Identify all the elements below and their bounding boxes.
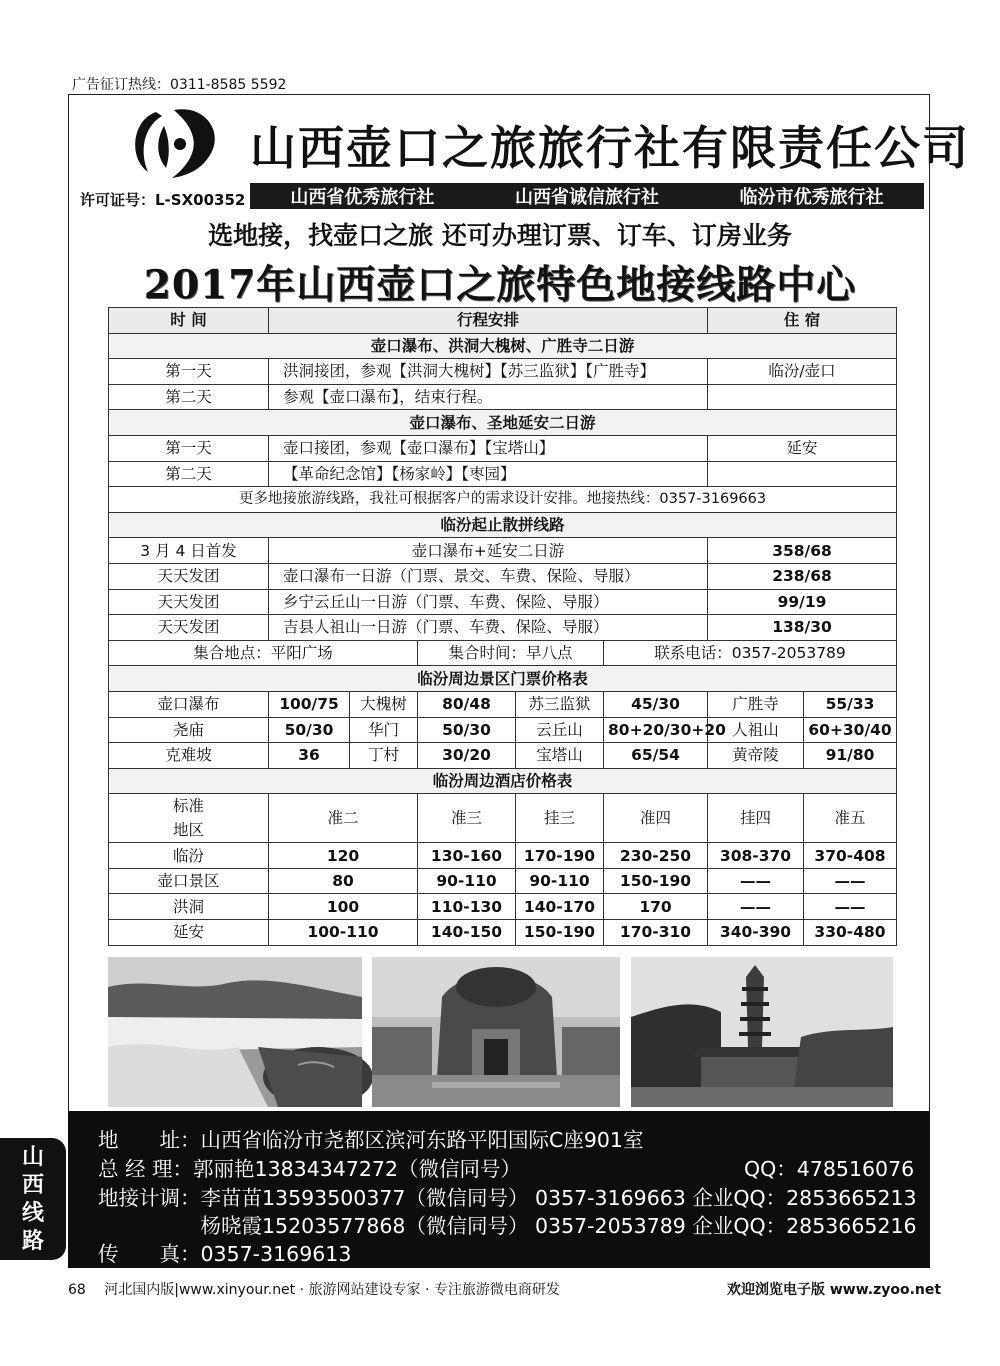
route2-day1-label: 第一天 [109, 435, 269, 461]
hotel-row [109, 894, 897, 920]
hotel-price: 230-250 [604, 843, 708, 869]
footer-left: 68 河北国内版|www.xinyour.net · 旅游网站建设专家 · 专注旅游微电商研发 [68, 1282, 560, 1298]
hotels-title: 临汾周边酒店价格表 [109, 768, 897, 794]
ticket-cell: 壶口瀑布 [109, 691, 269, 717]
route1-title: 壶口瀑布、洪洞大槐树、广胜寺二日游 [109, 333, 897, 359]
hotel-row [109, 843, 897, 869]
ticket-cell: 丁村 [350, 743, 418, 769]
table-row [109, 384, 897, 410]
header-time: 时 间 [109, 308, 269, 334]
side-tab-char: 西 [21, 1173, 44, 1198]
ticket-cell: 华门 [350, 717, 418, 743]
route1-day2-stay [708, 384, 897, 410]
ticket-cell: 尧庙 [109, 717, 269, 743]
slogan: 选地接，找壶口之旅 还可办理订票、订车、订房业务 [208, 221, 792, 250]
hotel-price: 170 [604, 894, 708, 920]
company-name: 山西壶口之旅旅行社有限责任公司 [250, 121, 970, 175]
ticket-cell: 45/30 [604, 691, 708, 717]
honor-3: 临汾市优秀旅行社 [739, 187, 884, 208]
honor-2: 山西省诚信旅行社 [514, 187, 659, 208]
hotel-price: 100 [269, 894, 418, 920]
ticket-cell: 黄帝陵 [708, 743, 804, 769]
hotel-price: 170-190 [516, 843, 604, 869]
ad-hotline: 广告征订热线：0311-8585 5592 [72, 77, 287, 93]
meet-info-row [109, 640, 897, 666]
more-routes-note: 更多地接旅游线路，我社可根据客户的需求设计安排。地接热线：0357-3169663 [109, 487, 897, 513]
hotel-col-header: 挂三 [516, 794, 604, 843]
hotel-price: 100-110 [269, 920, 418, 946]
hotel-price: —— [804, 868, 897, 894]
scatter-when: 3 月 4 日首发 [109, 538, 269, 564]
contact-dispatch-2: 杨晓霞15203577868（微信同号） 0357-2053789 企业QQ：2853665216 [98, 1214, 917, 1238]
hotel-col-header: 挂四 [708, 794, 804, 843]
scatter-route: 乡宁云丘山一日游（门票、车费、保险、导服） [269, 589, 708, 615]
contact-fax: 传 真：0357-3169613 [98, 1242, 352, 1266]
hotel-row [109, 920, 897, 946]
scatter-price: 138/30 [708, 615, 897, 641]
ticket-row [109, 743, 897, 769]
hotel-price: 90-110 [516, 868, 604, 894]
header-stay: 住 宿 [708, 308, 897, 334]
route2-day2-label: 第二天 [109, 461, 269, 487]
ticket-cell: 30/20 [418, 743, 516, 769]
hotel-row [109, 868, 897, 894]
table-row [109, 589, 897, 615]
hotel-area: 洪洞 [109, 894, 269, 920]
hukou-waterfall-photo [108, 957, 362, 1107]
route1-day1-stay: 临汾/壶口 [708, 359, 897, 385]
ticket-cell: 大槐树 [350, 691, 418, 717]
hotel-price: 150-190 [516, 920, 604, 946]
hotel-price: —— [708, 894, 804, 920]
hotel-area: 壶口景区 [109, 868, 269, 894]
ticket-cell: 100/75 [269, 691, 350, 717]
hotel-price: 110-130 [418, 894, 516, 920]
ticket-cell: 宝塔山 [516, 743, 604, 769]
headline: 2017年山西壶口之旅特色地接线路中心 [143, 262, 857, 308]
hotel-price: 340-390 [708, 920, 804, 946]
side-tab-char: 路 [21, 1229, 44, 1254]
table-header-row [109, 308, 897, 334]
meet-phone: 联系电话：0357-2053789 [604, 640, 897, 666]
ticket-cell: 80+20/30+20 [604, 717, 708, 743]
ticket-cell: 36 [269, 743, 350, 769]
route1-day2-text: 参观【壶口瀑布】，结束行程。 [269, 384, 708, 410]
company-logo-icon [126, 106, 224, 180]
contact-address: 地 址：山西省临汾市尧都区滨河东路平阳国际C座901室 [98, 1128, 644, 1152]
hotel-price: 120 [269, 843, 418, 869]
section-side-tab [0, 1138, 66, 1260]
hotel-col-header: 准四 [604, 794, 708, 843]
route2-day2-stay [708, 461, 897, 487]
hotel-area: 临汾 [109, 843, 269, 869]
ticket-cell: 91/80 [804, 743, 897, 769]
ticket-cell: 65/54 [604, 743, 708, 769]
hotel-area: 延安 [109, 920, 269, 946]
scatter-price: 358/68 [708, 538, 897, 564]
ticket-cell: 50/30 [418, 717, 516, 743]
hotel-price: —— [708, 868, 804, 894]
side-tab-char: 线 [21, 1201, 44, 1226]
route1-day2-label: 第二天 [109, 384, 269, 410]
scatter-route: 吉县人祖山一日游（门票、车费、保险、导服） [269, 615, 708, 641]
hotel-price: 170-310 [604, 920, 708, 946]
ticket-cell: 55/33 [804, 691, 897, 717]
ticket-row [109, 691, 897, 717]
hotel-price: 150-190 [604, 868, 708, 894]
route-price-table [108, 307, 897, 946]
ticket-cell: 广胜寺 [708, 691, 804, 717]
ticket-cell: 克难坡 [109, 743, 269, 769]
hotel-col-header: 准五 [804, 794, 897, 843]
meet-time: 集合时间：早八点 [418, 640, 604, 666]
contact-manager-qq: QQ：478516076 [744, 1157, 915, 1181]
hotel-corner [109, 794, 269, 843]
contact-dispatch-1: 地接计调：李苗苗13593500377（微信同号） 0357-3169663 企业QQ：2853665213 [98, 1186, 917, 1210]
ticket-cell: 50/30 [269, 717, 350, 743]
tickets-title: 临汾周边景区门票价格表 [109, 666, 897, 692]
hotel-price: 370-408 [804, 843, 897, 869]
scatter-price: 238/68 [708, 563, 897, 589]
honor-1: 山西省优秀旅行社 [290, 187, 435, 208]
hotel-corner-standard: 标准 [172, 797, 204, 816]
hotel-col-header: 准三 [418, 794, 516, 843]
table-row [109, 461, 897, 487]
hotel-col-header: 准二 [269, 794, 418, 843]
hotel-price: 140-150 [418, 920, 516, 946]
hotel-price: 130-160 [418, 843, 516, 869]
table-row [109, 615, 897, 641]
ticket-cell: 苏三监狱 [516, 691, 604, 717]
scatter-route: 壶口瀑布+延安二日游 [269, 538, 708, 564]
meet-place: 集合地点：平阳广场 [109, 640, 418, 666]
contact-manager: 总 经 理：郭丽艳13834347272（微信同号） [98, 1157, 522, 1181]
ticket-cell: 60+30/40 [804, 717, 897, 743]
honors-bar [250, 183, 924, 209]
hotel-price: 90-110 [418, 868, 516, 894]
hotel-price: 80 [269, 868, 418, 894]
route2-day1-stay: 延安 [708, 435, 897, 461]
pavilion-gate-photo [372, 957, 620, 1107]
hotel-price: 330-480 [804, 920, 897, 946]
hotel-price: 140-170 [516, 894, 604, 920]
table-row [109, 538, 897, 564]
scatter-route: 壶口瀑布一日游（门票、景交、车费、保险、导服） [269, 563, 708, 589]
hotel-corner-area: 地区 [172, 821, 204, 840]
route2-day1-text: 壶口接团，参观【壶口瀑布】【宝塔山】 [269, 435, 708, 461]
route2-title: 壶口瀑布、圣地延安二日游 [109, 410, 897, 436]
ticket-cell: 人祖山 [708, 717, 804, 743]
scatter-when: 天天发团 [109, 563, 269, 589]
ticket-cell: 云丘山 [516, 717, 604, 743]
hotel-header-row [109, 794, 897, 843]
hotel-price: —— [804, 894, 897, 920]
scatter-when: 天天发团 [109, 615, 269, 641]
route1-day1-text: 洪洞接团，参观【洪洞大槐树】【苏三监狱】【广胜寺】 [269, 359, 708, 385]
license-number: 许可证号：L-SX00352 [80, 191, 246, 209]
scatter-title: 临汾起止散拼线路 [109, 512, 897, 538]
table-row [109, 359, 897, 385]
route2-day2-text: 【革命纪念馆】【杨家岭】【枣园】 [269, 461, 708, 487]
contact-panel [68, 1111, 930, 1268]
header-itinerary: 行程安排 [269, 308, 708, 334]
table-row [109, 563, 897, 589]
ticket-cell: 80/48 [418, 691, 516, 717]
table-row [109, 435, 897, 461]
route1-day1-label: 第一天 [109, 359, 269, 385]
footer-right: 欢迎浏览电子版 www.zyoo.net [727, 1282, 942, 1298]
ticket-row [109, 717, 897, 743]
scatter-price: 99/19 [708, 589, 897, 615]
side-tab-char: 山 [21, 1145, 44, 1170]
pagoda-temple-photo [631, 957, 893, 1107]
hotel-price: 308-370 [708, 843, 804, 869]
scatter-when: 天天发团 [109, 589, 269, 615]
